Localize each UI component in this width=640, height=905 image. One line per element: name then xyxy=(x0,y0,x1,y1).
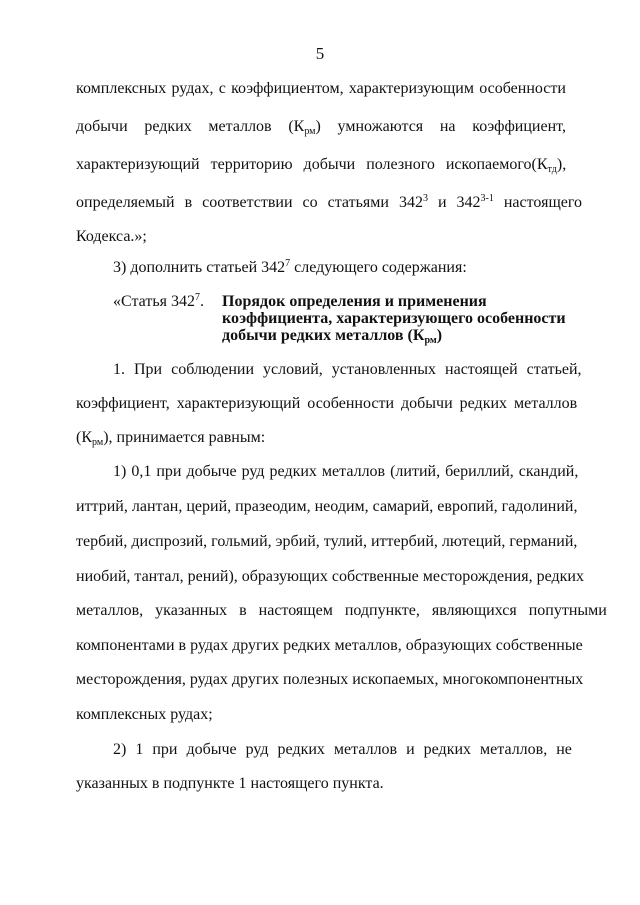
text-line: металлов, указанных в настоящем подпункте, являющихся попутными xyxy=(76,602,607,619)
page-number: 5 xyxy=(315,44,325,63)
text-line: иттрий, лантан, церий, празеодим, неодим, самарий, европий, гадолиний, xyxy=(76,498,578,515)
article-title-line-1: Порядок определения и применения xyxy=(222,293,487,310)
word: коэффициент, xyxy=(472,118,566,135)
word: комплексных xyxy=(76,80,167,97)
word: умножаются xyxy=(337,118,424,135)
text-line: определяемый в соответствии со статьями $342^3$ и 342$^{3-1}$ настоящего xyxy=(76,193,583,211)
text-segment: характеризующий территорию добычи полезного ископаемого xyxy=(76,156,532,173)
coefficient-ktd: $(К_{тд})$, xyxy=(531,156,567,175)
item-3: 3) дополнить статьей $342^7$ следующего содержания: xyxy=(113,258,467,276)
text-line: ниобий, тантал, рений), образующих собственные месторождения, редких xyxy=(76,568,584,585)
word: металлов xyxy=(208,118,272,135)
text-line: комплексных рудах; xyxy=(76,706,213,723)
text-line: 2) 1 при добыче руд редких металлов и редких металлов, не xyxy=(113,741,572,758)
text-line: 1. При соблюдении условий, установленных настоящей статьей, xyxy=(113,361,582,378)
word: на xyxy=(439,118,456,135)
article-title-line-2: коэффициента, характеризующего особенности xyxy=(222,310,566,327)
word: рудах, xyxy=(171,80,214,97)
coefficient-krm: $(К_{рм})$ xyxy=(288,118,321,137)
word: характеризующим xyxy=(348,80,474,97)
text-line: указанных в подпункте 1 настоящего пункта. xyxy=(76,775,384,792)
word: особенности xyxy=(479,80,566,97)
text-line: $(К_{рм})$, принимается равным: xyxy=(76,429,266,448)
word: с xyxy=(218,80,226,97)
text-line: тербий, диспрозий, гольмий, эрбий, тулий, иттербий, лютеций, германий, xyxy=(76,533,578,550)
text-line: компонентами в рудах других редких металлов, образующих собственные xyxy=(76,637,583,654)
text-line xyxy=(76,155,566,175)
article-title-line-3: добычи редких металлов $(К_{рм})$ xyxy=(222,327,443,346)
text-line xyxy=(76,117,566,137)
text-line: месторождения, рудах других полезных ископаемых, многокомпонентных xyxy=(76,671,584,688)
word: добычи xyxy=(76,118,128,135)
word: коэффициентом, xyxy=(231,80,344,97)
text-line xyxy=(76,79,566,99)
word: редких xyxy=(144,118,192,135)
text-line: Кодекса.»; xyxy=(76,228,147,245)
article-label: «Статья $342^7$. xyxy=(113,292,204,310)
text-line: 1) 0,1 при добыче руд редких металлов (литий, бериллий, скандий, xyxy=(113,463,579,480)
text-line: коэффициент, характеризующий особенности добычи редких металлов xyxy=(76,395,578,412)
